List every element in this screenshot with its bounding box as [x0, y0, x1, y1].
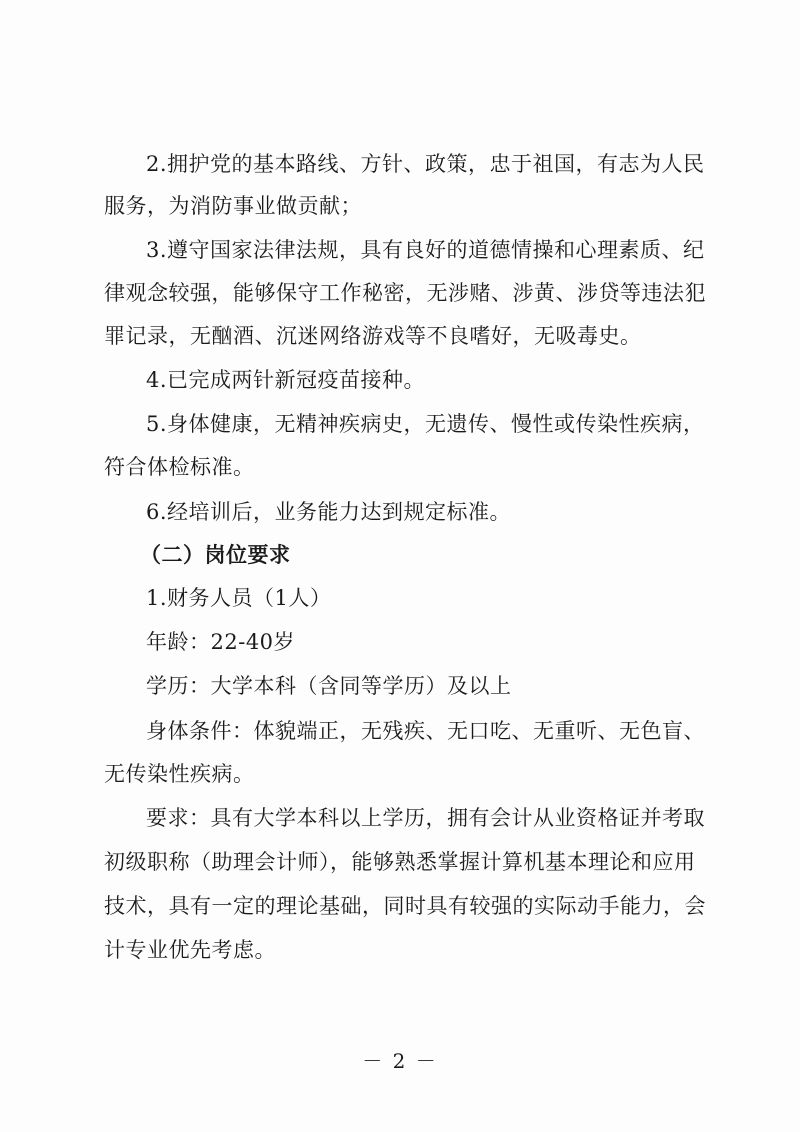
paragraph-line: 技术，具有一定的理论基础，同时具有较强的实际动手能力，会 — [104, 894, 706, 918]
paragraph-line: 计专业优先考虑。 — [104, 938, 276, 962]
paragraph-line: 3.遵守国家法律法规，具有良好的道德情操和心理素质、纪 — [146, 238, 705, 262]
paragraph-line: 要求：具有大学本科以上学历，拥有会计从业资格证并考取 — [146, 806, 705, 830]
paragraph-line: 2.拥护党的基本路线、方针、政策，忠于祖国，有志为人民 — [146, 152, 705, 176]
paragraph-line: 学历：大学本科（含同等学历）及以上 — [146, 674, 512, 698]
paragraph-line: 4.已完成两针新冠疫苗接种。 — [146, 368, 426, 392]
paragraph-line: 初级职称（助理会计师），能够熟悉掌握计算机基本理论和应用 — [104, 850, 696, 874]
paragraph-line: 服务，为消防事业做贡献； — [104, 194, 362, 218]
paragraph-line: 年龄：22-40岁 — [146, 630, 296, 654]
paragraph-line: 符合体检标准。 — [104, 455, 255, 479]
paragraph-line: 5.身体健康，无精神疾病史，无遗传、慢性或传染性疾病， — [146, 412, 705, 436]
paragraph-line: 身体条件：体貌端正，无残疾、无口吃、无重听、无色盲、 — [146, 719, 705, 743]
page-number: － 2 － — [362, 1049, 438, 1073]
paragraph-line: 无传染性疾病。 — [104, 762, 255, 786]
paragraph-line: 律观念较强，能够保守工作秘密，无涉赌、涉黄、涉贷等违法犯 — [104, 281, 706, 305]
paragraph-line: 罪记录，无酗酒、沉迷网络游戏等不良嗜好，无吸毒史。 — [104, 324, 642, 348]
paragraph-line: 6.经培训后，业务能力达到规定标准。 — [146, 500, 512, 524]
paragraph-line: 1.财务人员（1人） — [146, 586, 332, 610]
section-heading: （二）岗位要求 — [140, 542, 291, 567]
